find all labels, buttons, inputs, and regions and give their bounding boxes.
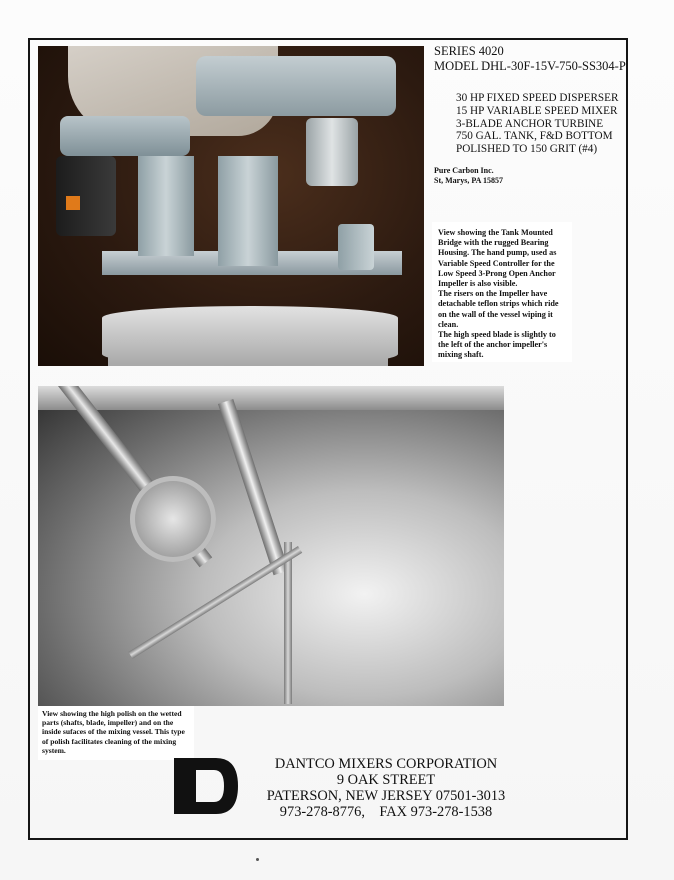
spec-features: [456, 92, 618, 156]
mixer-photo-top: [38, 46, 424, 366]
caption-top: [432, 222, 572, 362]
series-label: SERIES 4020: [434, 44, 504, 58]
photo-anchor-arm: [284, 542, 292, 704]
photo-column-left: [138, 156, 194, 256]
photo-motor-right: [306, 118, 358, 186]
page-speck: [256, 858, 259, 861]
photo-housing-left: [60, 116, 190, 156]
photo-tank-rim: [38, 386, 504, 410]
company-phone: 973-278-8776, FAX 973-278-1538: [279, 804, 493, 820]
spec-header: [434, 44, 626, 74]
photo-column-right: [218, 156, 278, 266]
caption-top-p2: The risers on the Impeller have detachable teflon strips which ride on the wall of the vessel wiping it clean.: [438, 289, 559, 329]
company-street: 9 OAK STREET: [336, 772, 436, 788]
photo-hand-pump: [338, 224, 374, 270]
spec-feature: 3-BLADE ANCHOR TURBINE: [456, 117, 604, 130]
caption-bottom: View showing the high polish on the wetted parts (shafts, blade, impeller) and on the inside sufaces of the mixing vessel. This type of polish facilitates cleaning of the mixing system.: [38, 706, 194, 760]
photo-anchor-arm-2: [128, 546, 302, 659]
photo-motor-left: [56, 156, 116, 236]
customer-location: St, Marys, PA 15857: [434, 176, 503, 185]
company-city: PATERSON, NEW JERSEY 07501-3013: [266, 788, 506, 804]
photo-tank-lid: [102, 306, 398, 366]
caption-top-p1: View showing the Tank Mounted Bridge with the rugged Bearing Housing. The hand pump, used as Variable Speed Controller for the Low Speed 3-Prong Open Anchor Impeller is also visible.: [438, 228, 557, 289]
customer-info: [434, 166, 503, 186]
photo-shaft-center: [218, 399, 289, 575]
tank-interior-photo: [38, 386, 504, 706]
dantco-logo-icon: [172, 756, 240, 816]
customer-name: Pure Carbon Inc.: [434, 166, 494, 175]
spec-feature: 15 HP VARIABLE SPEED MIXER: [456, 104, 618, 117]
caption-top-p3: The high speed blade is slightly to the left of the anchor impeller's mixing shaft.: [438, 330, 556, 360]
photo-motor-label: [66, 196, 80, 210]
spec-feature: 750 GAL. TANK, F&D BOTTOM: [456, 130, 613, 143]
model-label: MODEL DHL-30F-15V-750-SS304-P: [434, 59, 626, 73]
spec-feature: POLISHED TO 150 GRIT (#4): [456, 143, 598, 156]
photo-housing-right: [196, 56, 396, 116]
photo-disperser-blade: [130, 476, 216, 562]
spec-feature: 30 HP FIXED SPEED DISPERSER: [456, 92, 619, 104]
company-name: DANTCO MIXERS CORPORATION: [274, 756, 498, 772]
company-block: [246, 756, 526, 820]
